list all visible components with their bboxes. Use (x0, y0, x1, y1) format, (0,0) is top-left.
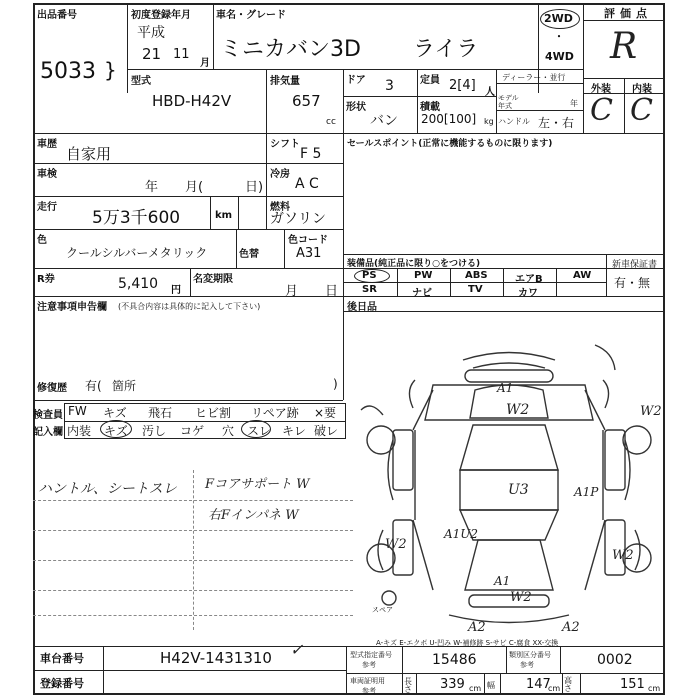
load-unit: kg (484, 117, 494, 126)
divider (190, 268, 191, 296)
divider (266, 69, 267, 133)
after-market-label: 後日品 (347, 302, 377, 313)
category-sub: 参考 (520, 661, 534, 669)
type-cert-sub: 参考 (362, 661, 376, 669)
inspection-year: 年 (145, 180, 159, 195)
divider (343, 133, 344, 296)
divider (583, 3, 584, 133)
diagram-mark-w2-right: W2 (640, 404, 662, 419)
inspector-label-1: 検査員 (33, 410, 63, 421)
model-year-label: モデル年式 (498, 94, 519, 110)
shift-label: シフト (270, 139, 300, 150)
divider (496, 69, 497, 133)
divider (284, 229, 285, 268)
drive-2wd: 2WD (544, 12, 573, 25)
color-label: 色 (37, 235, 47, 246)
color-change-label: 色替 (239, 249, 259, 260)
model-grade: ライラ (413, 37, 479, 62)
divider (450, 268, 451, 296)
height-unit: cm (648, 684, 661, 693)
check2-ana: 穴 (222, 424, 235, 438)
inspector-label-2: 記入欄 (33, 427, 63, 438)
first-reg-label: 初度登録年月 (131, 10, 191, 21)
equip-abs: ABS (465, 270, 488, 281)
divider (343, 282, 606, 283)
divider (560, 646, 561, 673)
divider (500, 673, 501, 695)
new-warranty-label: 新車保証書 (612, 260, 658, 270)
divider (496, 110, 583, 111)
displacement-value: 657 (292, 92, 321, 110)
inspection-month: 月( (185, 180, 204, 195)
divider (506, 646, 507, 673)
diagram-legend: A-キズ E-エクボ U-凹み W-補修跡 S-サビ C-腐食 XX-交換 (376, 639, 559, 647)
new-warranty-value: 有・無 (614, 276, 651, 290)
diagram-mark-a1-front: A1 (497, 381, 514, 395)
notes-label: 注意事項申告欄 (37, 302, 107, 313)
repair-suffix: 箇所 (112, 379, 137, 393)
doors-value: 3 (385, 78, 394, 94)
category-label: 類別区分番号 (509, 651, 551, 659)
divider (103, 646, 104, 695)
model-name-label: 車名・グレード (216, 10, 286, 21)
divider (213, 3, 214, 69)
rating-label: 評価点 (604, 7, 652, 20)
divider (33, 670, 346, 671)
recycle-unit: 円 (171, 285, 181, 296)
check2-yogore: 汚し (142, 424, 167, 438)
divider (346, 646, 347, 695)
divider (33, 133, 665, 134)
diagram-mark-w2-left: W2 (385, 537, 407, 552)
divider (343, 254, 665, 255)
divider (33, 196, 343, 197)
model-code-label: 型式 (131, 76, 151, 87)
dims-sub: 参考 (362, 687, 376, 695)
divider (343, 69, 344, 133)
length-unit: cm (469, 684, 482, 693)
color-code-label: 色コード (288, 235, 328, 246)
first-reg-era: 平成 (137, 25, 165, 41)
handle-label: ハンドル (498, 117, 530, 126)
check2-kizu: キズ (104, 424, 128, 438)
divider (33, 229, 343, 230)
color-value: クールシルバーメタリック (66, 246, 208, 260)
repair-label: 修復歴 (37, 383, 67, 394)
diagram-mark-a2-rear-left: A2 (468, 620, 486, 635)
rating-value: R (610, 26, 638, 67)
capacity-label: 定員 (420, 75, 440, 86)
lot-label: 出品番号 (37, 10, 77, 21)
displacement-label: 排気量 (270, 76, 300, 87)
fuel-label: 燃料 (270, 202, 290, 213)
handwritten-right-note-1: Fコアサポート W (205, 477, 310, 492)
history-value: 自家用 (66, 145, 112, 163)
height-label: 高さ (564, 676, 572, 693)
height-value: 151 (620, 677, 645, 692)
rating-int-label: 内装 (632, 84, 652, 95)
width-unit: cm (548, 684, 561, 693)
handwritten-right-note-2: 右Fインパネ W (208, 508, 299, 523)
sales-point-label: セールスポイント(正常に機能するものに限ります) (347, 139, 553, 149)
divider (562, 673, 563, 695)
divider (127, 69, 583, 70)
dims-label: 車両証明用 (350, 677, 385, 685)
check1-fw: FW (68, 404, 87, 418)
diagram-mark-a1p-right: A1P (574, 485, 599, 499)
recycle-label: R券 (37, 274, 55, 285)
shape-value: バン (370, 113, 398, 129)
recycle-value: 5,410 (118, 276, 159, 292)
check2-yabure: 破レ (314, 424, 339, 438)
diagram-mark-a1-rear: A1 (494, 574, 511, 588)
rating-int-value: C (630, 93, 653, 128)
shift-value: F 5 (300, 146, 322, 162)
repair-value: 有( (85, 379, 102, 393)
check2-kire: キレ (282, 424, 306, 438)
check1-repair: リペア跡 (251, 406, 299, 420)
chassis-label: 車台番号 (40, 652, 84, 665)
type-cert-value: 15486 (432, 652, 477, 668)
divider (343, 311, 665, 312)
lot-mark: } (104, 58, 117, 82)
model-name: ミニカバン3D (220, 37, 361, 62)
check1-need: ×要 (314, 406, 337, 420)
model-code: HBD-H42V (152, 92, 232, 110)
inspection-label: 車検 (37, 169, 57, 180)
mileage-value: 5万3千600 (92, 208, 181, 228)
mileage-unit: km (215, 210, 233, 221)
divider (503, 268, 504, 296)
equip-aw: AW (573, 270, 592, 281)
check1-kizu: キズ (103, 406, 127, 420)
equip-leather: カワ (518, 288, 538, 299)
equip-sr: SR (362, 284, 377, 295)
equipment-label: 装備品(純正品に限り○をつける) (347, 259, 481, 269)
equip-ps: PS (362, 270, 377, 281)
divider (484, 673, 485, 695)
divider (556, 268, 557, 296)
check1-hibiware: ヒビ割 (195, 406, 232, 420)
first-reg-year: 21 (142, 45, 162, 63)
diagram-mark-u3-roof: U3 (508, 482, 529, 498)
width-label: 幅 (487, 681, 495, 690)
divider (236, 229, 237, 268)
reg-number-label: 登録番号 (40, 677, 84, 690)
load-value: 200[100] (421, 112, 477, 126)
equip-airbag: エアB (515, 274, 543, 285)
divider (402, 646, 403, 695)
rating-ext-value: C (590, 93, 613, 128)
ac-value: A C (295, 176, 319, 192)
check2-koge: コゲ (180, 424, 205, 438)
capacity-value: 2[4] (449, 78, 476, 93)
model-year-unit: 年 (570, 99, 578, 108)
color-code-value: A31 (296, 246, 322, 261)
divider (33, 646, 665, 647)
type-cert-label: 型式指定番号 (350, 651, 392, 659)
divider (606, 254, 607, 296)
ac-label: 冷房 (270, 169, 290, 180)
lot-number: 5033 (40, 59, 96, 84)
inspection-day: 日) (245, 180, 264, 195)
handwritten-left-note: ハントル、シートスレ (38, 481, 177, 497)
divider (33, 268, 343, 269)
diagram-mark-w2-front: W2 (506, 402, 530, 418)
chassis-value: H42V-1431310 (160, 649, 272, 667)
first-reg-month: 11 (173, 47, 190, 62)
divider (238, 196, 239, 229)
equip-pw: PW (414, 270, 433, 281)
note-divider (193, 470, 194, 630)
length-label: 長さ (404, 677, 412, 694)
handle-value: 左・右 (538, 116, 575, 130)
load-label: 積載 (420, 102, 440, 113)
length-value: 339 (440, 677, 465, 692)
dealer-label: ディーラー・並行 (502, 73, 566, 82)
check2-sure: スレ (247, 424, 272, 438)
divider (210, 196, 211, 229)
history-label: 車歴 (37, 139, 57, 150)
divider (127, 3, 128, 93)
rating-ext-label: 外装 (591, 84, 611, 95)
diagram-mark-w2-right-rear: W2 (612, 548, 634, 563)
mileage-label: 走行 (37, 202, 57, 213)
capacity-unit: 人 (485, 87, 495, 98)
notes-hint: (不具合内容は具体的に記入して下さい) (118, 302, 261, 311)
diagram-spare-label: スペア (372, 606, 393, 614)
title-deadline-month: 月 (285, 284, 299, 299)
divider (416, 673, 417, 695)
divider (397, 268, 398, 296)
fuel-value: ガソリン (270, 211, 326, 227)
diagram-mark-w2-rear: W2 (510, 590, 532, 605)
divider (417, 69, 418, 133)
equip-navi: ナビ (412, 288, 432, 299)
divider (33, 296, 665, 297)
check1-tobiishi: 飛石 (148, 406, 173, 420)
first-reg-month-unit: 月 (200, 58, 210, 69)
repair-close: ) (333, 377, 338, 391)
divider (496, 83, 583, 84)
drive-4wd: 4WD (545, 50, 574, 63)
check2-interior: 内装 (67, 424, 92, 438)
drive-dot: ・ (554, 32, 564, 43)
category-value: 0002 (597, 652, 633, 668)
shape-label: 形状 (346, 102, 366, 113)
divider (266, 133, 267, 229)
title-deadline-label: 名変期限 (193, 274, 233, 285)
displacement-unit: cc (326, 117, 336, 127)
equip-tv: TV (468, 284, 483, 295)
doors-label: ドア (346, 75, 366, 86)
divider (33, 400, 343, 401)
divider (343, 96, 496, 97)
diagram-mark-a2-rear-right: A2 (562, 620, 580, 635)
title-deadline-day: 日 (325, 284, 339, 299)
divider (624, 78, 625, 133)
width-value: 147 (526, 677, 551, 692)
diagram-mark-a1u2-left: A1U2 (444, 527, 479, 541)
chassis-check-mark: ✓ (290, 640, 304, 659)
divider (346, 673, 665, 674)
divider (580, 673, 581, 695)
